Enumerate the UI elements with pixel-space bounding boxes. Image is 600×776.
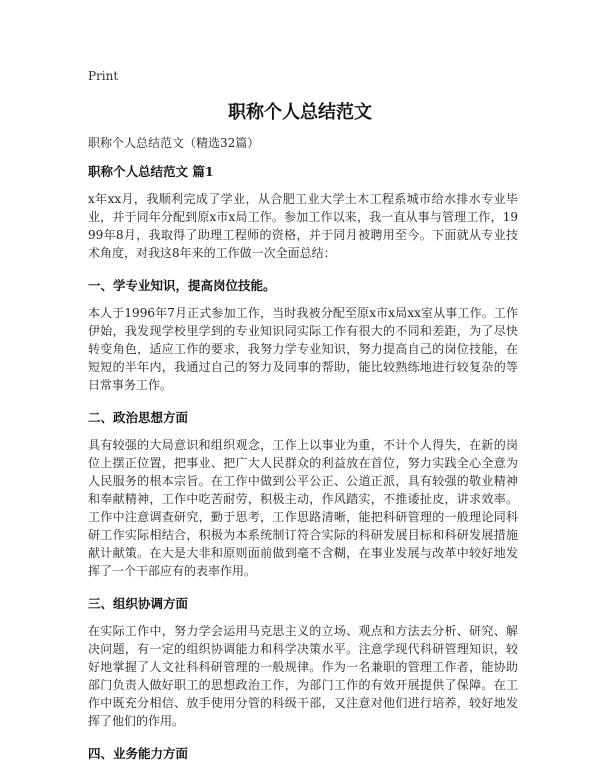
section-1-body: 本人于1996年7月正式参加工作，当时我被分配至原x市x局xx室从事工作。工作伊始，我发现学校里学到的专业知识同实际工作有很大的不同和差距，为了尽快转变角色，适应工作的要求，我努力学专业知识，努力提高自己的岗位技能，在短短的半年内，我通过自己的努力及同事的帮助，能比较熟练地进行较复杂的等日常事务工作。 bbox=[88, 306, 518, 392]
document-title: 职称个人总结范文 bbox=[228, 102, 372, 123]
document-body bbox=[88, 134, 518, 772]
section-3-body: 在实际工作中，努力学会运用马克思主义的立场、观点和方法去分析、研究、解决问题，有一定的组织协调能力和科学决策水平。注意学现代科研管理知识，较好地掌握了人文社科科研管理的一般规律。作为一名兼职的管理工作者，能协助部门负责人做好职工的思想政治工作，为部门工作的有效开展提供了保障。在工作中既充分相信、放手使用分管的科级干部，又注意对他们进行培养，较好地发挥了他们的作用。 bbox=[88, 624, 518, 728]
section-4-heading: 四、业务能力方面 bbox=[88, 746, 189, 761]
article-heading: 职称个人总结范文 篇1 bbox=[88, 164, 214, 179]
print-label[interactable]: Print bbox=[88, 69, 119, 83]
document-subtitle: 职称个人总结范文（精选32篇） bbox=[88, 136, 260, 150]
section-3-heading: 三、组织协调方面 bbox=[88, 596, 189, 611]
section-2-body: 具有较强的大局意识和组织观念，工作上以事业为重，不计个人得失，在新的岗位上摆正位置，把事业、把广大人民群众的利益放在首位，努力实践全心全意为人民服务的根本宗旨。在工作中做到公平公正、公道正派，具有较强的敬业精神和奉献精神，工作中吃苦耐劳，积极主动，作风踏实，不推诿扯皮，讲求效率。工作中注意调查研究，勤于思考，工作思路清晰，能把科研管理的一般理论同科研工作实际相结合，积极为本系统制订符合实际的科研发展目标和科研发展措施献计献策。在大是大非和原则面前做到毫不含糊，在事业发展与改革中较好地发挥了一个干部应有的表率作用。 bbox=[88, 438, 518, 578]
section-2-heading: 二、政治思想方面 bbox=[88, 410, 189, 425]
section-1-heading: 一、学专业知识，提高岗位技能。 bbox=[88, 278, 276, 293]
intro-paragraph: x年xx月，我顺利完成了学业，从合肥工业大学土木工程系城市给水排水专业毕业，并于同年分配到原x市x局工作。参加工作以来，我一直从事与管理工作，1999年8月，我取得了助理工程师的资格，并于同月被聘用至今。下面就从专业技术角度，对我这8年来的工作做一次全面总结： bbox=[88, 192, 518, 260]
